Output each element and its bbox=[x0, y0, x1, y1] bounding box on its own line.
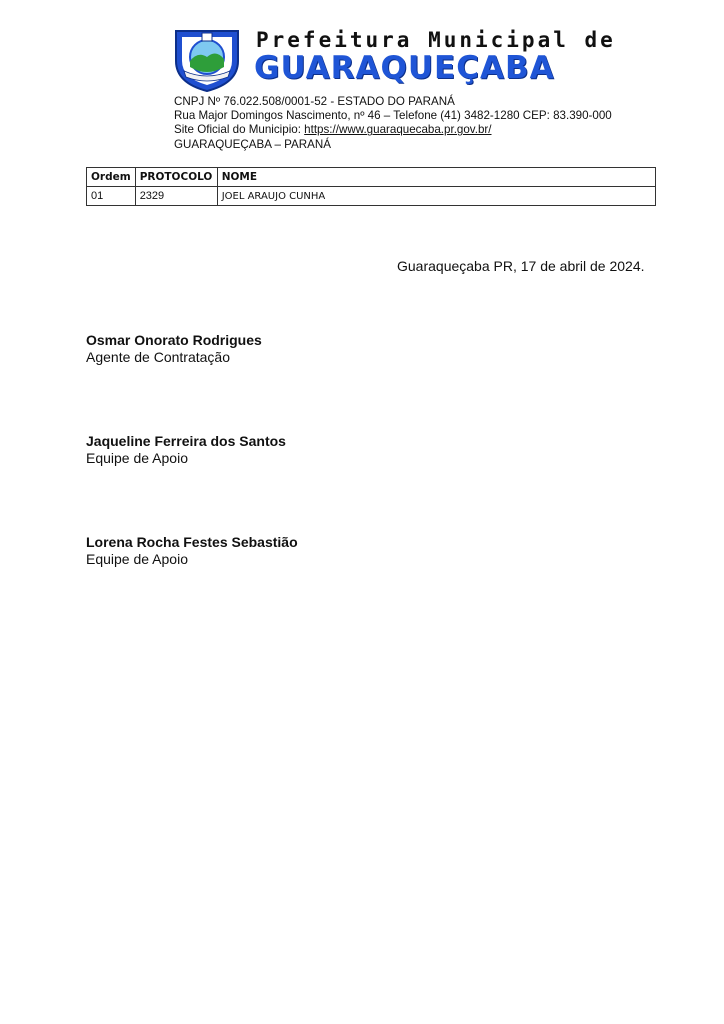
signatory-block bbox=[86, 433, 286, 467]
header-title-municipality: GUARAQUEÇABA bbox=[254, 50, 555, 86]
table-row bbox=[87, 187, 656, 206]
official-site-link[interactable]: https://www.guaraquecaba.pr.gov.br/ bbox=[304, 123, 492, 137]
address-street-line: Rua Major Domingos Nascimento, nº 46 – Telefone (41) 3482-1280 CEP: 83.390-000 bbox=[174, 109, 612, 123]
header-title-line1: Prefeitura Municipal de bbox=[256, 28, 616, 52]
cell-ordem: 01 bbox=[87, 187, 136, 206]
signatory-role: Equipe de Apoio bbox=[86, 551, 188, 567]
signatory-role: Agente de Contratação bbox=[86, 349, 230, 365]
signatory-block bbox=[86, 332, 262, 366]
signatory-name: Lorena Rocha Festes Sebastião bbox=[86, 534, 298, 550]
table-header-row bbox=[87, 168, 656, 187]
signatory-block bbox=[86, 534, 298, 568]
signatory-name: Osmar Onorato Rodrigues bbox=[86, 332, 262, 348]
date-place-line: Guaraqueçaba PR, 17 de abril de 2024. bbox=[397, 258, 645, 274]
address-cnpj-line: CNPJ Nº 76.022.508/0001-52 - ESTADO DO PARANÁ bbox=[174, 95, 455, 108]
signatory-name: Jaqueline Ferreira dos Santos bbox=[86, 433, 286, 449]
protocol-table bbox=[86, 167, 656, 206]
column-header-protocolo: PROTOCOLO bbox=[135, 168, 217, 187]
header-address-block bbox=[174, 95, 612, 152]
address-site-line bbox=[174, 123, 612, 137]
cell-nome: JOEL ARAUJO CUNHA bbox=[217, 187, 655, 206]
cell-protocolo: 2329 bbox=[135, 187, 217, 206]
column-header-nome: NOME bbox=[217, 168, 655, 187]
column-header-ordem: Ordem bbox=[87, 168, 136, 187]
site-label: Site Oficial do Municipio: bbox=[174, 123, 305, 137]
municipal-coat-of-arms-icon bbox=[172, 27, 242, 93]
signatory-role: Equipe de Apoio bbox=[86, 450, 188, 466]
address-city-line: GUARAQUEÇABA – PARANÁ bbox=[174, 137, 331, 151]
